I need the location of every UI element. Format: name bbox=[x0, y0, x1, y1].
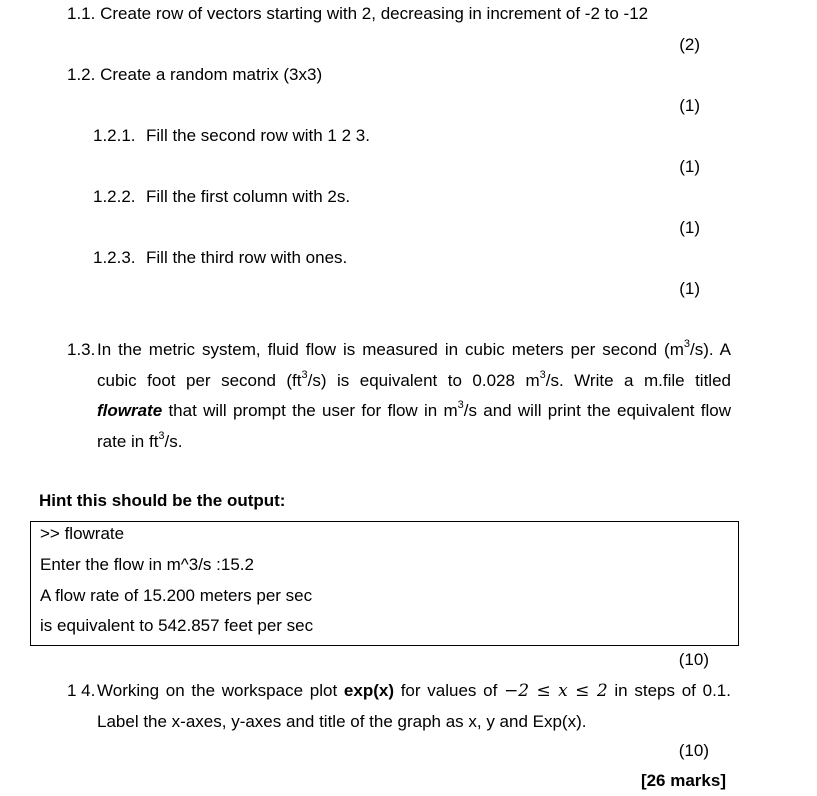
question-number-1-3: 1.3. bbox=[67, 340, 96, 359]
question-text: Fill the third row with ones. bbox=[146, 248, 348, 267]
question-number: 1.1. bbox=[67, 4, 96, 23]
question-1-3 bbox=[97, 335, 731, 457]
question-text: Fill the second row with 1 2 3. bbox=[146, 126, 370, 145]
total-marks: [26 marks] bbox=[640, 771, 726, 790]
question-number: 1.2.1. bbox=[93, 126, 136, 145]
question-number: 1.2. bbox=[67, 65, 96, 84]
question-1-4 bbox=[97, 676, 731, 737]
output-line: Enter the flow in m^3/s :15.2 bbox=[40, 555, 254, 574]
question-number: 1.2.3. bbox=[93, 248, 136, 267]
question-1-1 bbox=[67, 4, 648, 24]
question-number-1-4: 1 4. bbox=[67, 681, 96, 700]
marks-1-2: (1) bbox=[679, 96, 700, 115]
q13-line-1: In the metric system, fluid flow is measured in cubic meters per second $(m^3/s)$. A bbox=[97, 338, 731, 359]
question-text: Create row of vectors starting with 2, decreasing in increment of -2 to -12 bbox=[100, 4, 649, 23]
q13-line-2: cubic foot per second $(ft^3/s)$ is equivalent to 0.028 $m^3/s$. Write a m.file titled bbox=[97, 368, 731, 390]
q13-line-4: rate in $ft^3/s$. bbox=[97, 429, 183, 451]
marks-1-2-1: (1) bbox=[679, 157, 700, 176]
marks-1-1: (2) bbox=[679, 35, 700, 54]
question-1-2-3 bbox=[93, 248, 347, 268]
output-line: A flow rate of 15.200 meters per sec bbox=[40, 586, 313, 605]
output-box bbox=[30, 521, 739, 646]
marks-1-4: (10) bbox=[678, 741, 709, 760]
q14-line-1: Working on the workspace plot exp(x) for values of −2 ≤ x ≤ 2 in steps of 0.1. bbox=[97, 681, 731, 701]
output-line: is equivalent to 542.857 feet per sec bbox=[40, 616, 314, 635]
marks-1-3: (10) bbox=[678, 650, 709, 669]
question-1-2-1 bbox=[93, 126, 370, 146]
question-text: Create a random matrix (3x3) bbox=[100, 65, 323, 84]
question-1-2-2 bbox=[93, 187, 350, 207]
question-number: 1.2.2. bbox=[93, 187, 136, 206]
math-inequality: −2 ≤ x ≤ 2 bbox=[504, 681, 608, 701]
marks-1-2-3: (1) bbox=[679, 279, 700, 298]
output-line: >> flowrate bbox=[40, 524, 125, 543]
q14-line-2: Label the x-axes, y-axes and title of the graph as x, y and Exp(x). bbox=[97, 711, 587, 731]
hint-title: Hint this should be the output: bbox=[39, 491, 286, 510]
question-1-2 bbox=[67, 65, 322, 85]
q13-line-3: flowrate that will prompt the user for flow in $m^3/s$ and will print the equivalent flow bbox=[97, 399, 731, 420]
question-text: Fill the first column with 2s. bbox=[146, 187, 351, 206]
marks-1-2-2: (1) bbox=[679, 218, 700, 237]
